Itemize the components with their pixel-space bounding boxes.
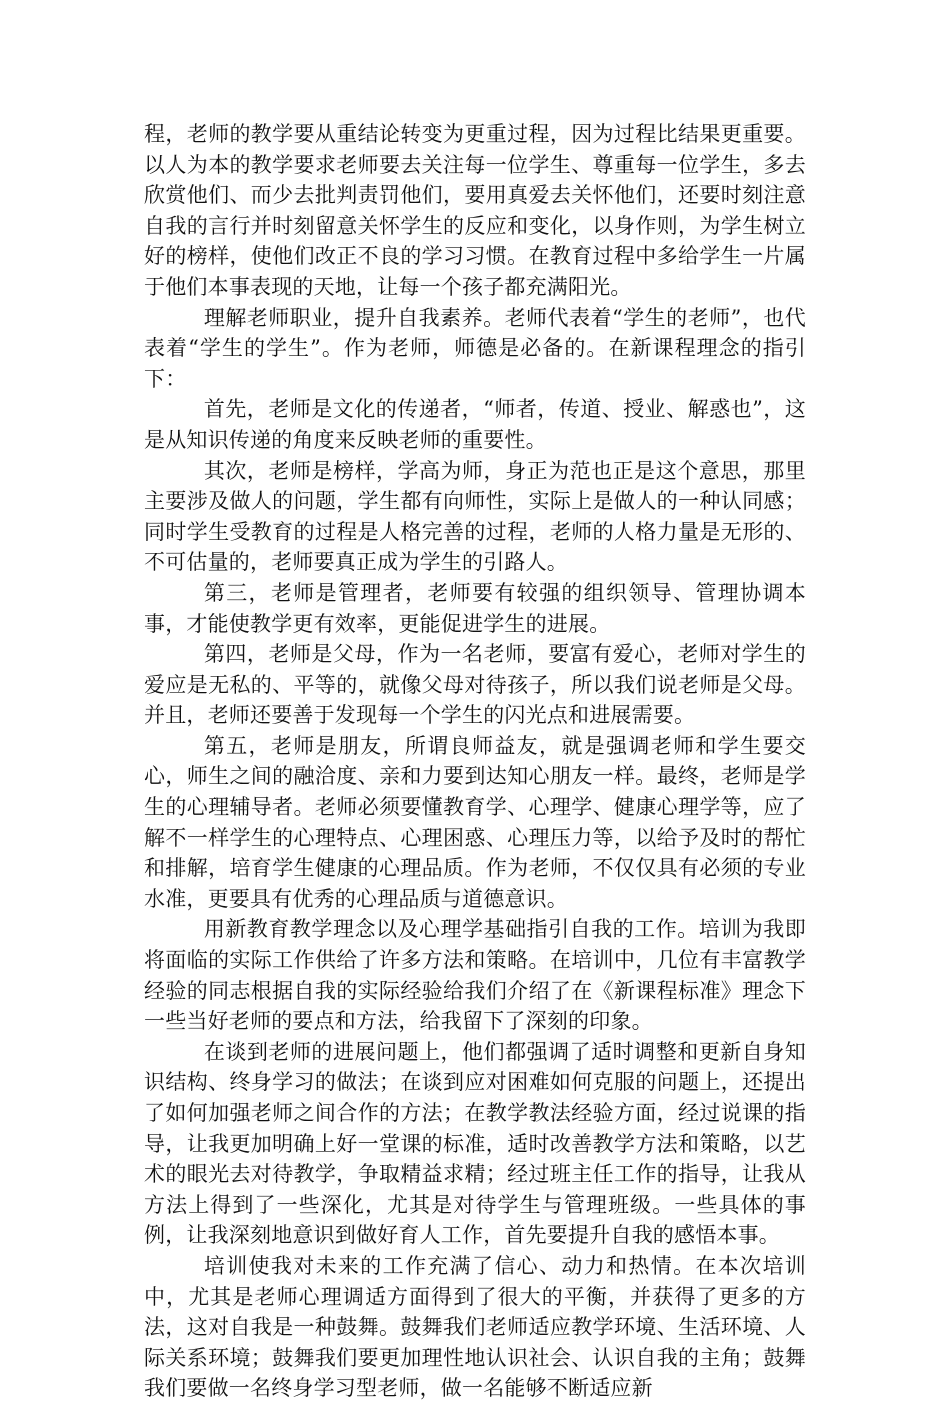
paragraph-4: 其次，老师是榜样，学高为师，身正为范也正是这个意思，那里主要涉及做人的问题，学生都有向师性，实际上是做人的一种认同感；同时学生受教育的过程是人格完善的过程，老师的人格力量是无形的、不可估量的，老师要真正成为学生的引路人。 xyxy=(144,458,806,575)
paragraph-10: 培训使我对未来的工作充满了信心、动力和热情。在本次培训中，尤其是老师心理调适方面得到了很大的平衡，并获得了更多的方法，这对自我是一种鼓舞。鼓舞我们老师适应教学环境、生活环境、人际关系环境；鼓舞我们要更加理性地认识社会、认识自我的主角；鼓舞我们要做一名终身学习型老师，做一名能够不断适应新 xyxy=(144,1253,806,1401)
paragraph-3: 首先，老师是文化的传递者，“师者，传道、授业、解惑也”，这是从知识传递的角度来反映老师的重要性。 xyxy=(144,397,806,452)
paragraph-5: 第三，老师是管理者，老师要有较强的组织领导、管理协调本事，才能使教学更有效率，更能促进学生的进展。 xyxy=(144,580,806,636)
document-body xyxy=(144,119,806,1404)
paragraph-8: 用新教育教学理念以及心理学基础指引自我的工作。培训为我即将面临的实际工作供给了许多方法和策略。在培训中，几位有丰富教学经验的同志根据自我的实际经验给我们介绍了在《新课程标准》理念下一些当好老师的要点和方法，给我留下了深刻的印象。 xyxy=(144,917,806,1034)
paragraph-9: 在谈到老师的进展问题上，他们都强调了适时调整和更新自身知识结构、终身学习的做法；在谈到应对困难如何克服的问题上，还提出了如何加强老师之间合作的方法；在教学教法经验方面，经过说课的指导，让我更加明确上好一堂课的标准，适时改善教学方法和策略，以艺术的眼光去对待教学，争取精益求精；经过班主任工作的指导，让我从方法上得到了一些深化，尤其是对待学生与管理班级。一些具体的事例，让我深刻地意识到做好育人工作，首先要提升自我的感悟本事。 xyxy=(144,1039,806,1248)
paragraph-6: 第四，老师是父母，作为一名老师，要富有爱心，老师对学生的爱应是无私的、平等的，就像父母对待孩子，所以我们说老师是父母。并且，老师还要善于发现每一个学生的闪光点和进展需要。 xyxy=(144,642,806,728)
paragraph-2: 理解老师职业，提升自我素养。老师代表着“学生的老师”，也代表着“学生的学生”。作为老师，师德是必备的。在新课程理念的指引下： xyxy=(144,305,806,391)
paragraph-1: 程，老师的教学要从重结论转变为更重过程，因为过程比结果更重要。以人为本的教学要求老师要去关注每一位学生、尊重每一位学生，多去欣赏他们、而少去批判责罚他们，要用真爱去关怀他们，还要时刻注意自我的言行并时刻留意关怀学生的反应和变化，以身作则，为学生树立好的榜样，使他们改正不良的学习习惯。在教育过程中多给学生一片属于他们本事表现的天地，让每一个孩子都充满阳光。 xyxy=(144,122,806,299)
paragraph-7: 第五，老师是朋友，所谓良师益友，就是强调老师和学生要交心，师生之间的融洽度、亲和力要到达知心朋友一样。最终，老师是学生的心理辅导者。老师必须要懂教育学、心理学、健康心理学等，应了解不一样学生的心理特点、心理困惑、心理压力等，以给予及时的帮忙和排解，培育学生健康的心理品质。作为老师，不仅仅具有必须的专业水准，更要具有优秀的心理品质与道德意识。 xyxy=(144,733,806,911)
